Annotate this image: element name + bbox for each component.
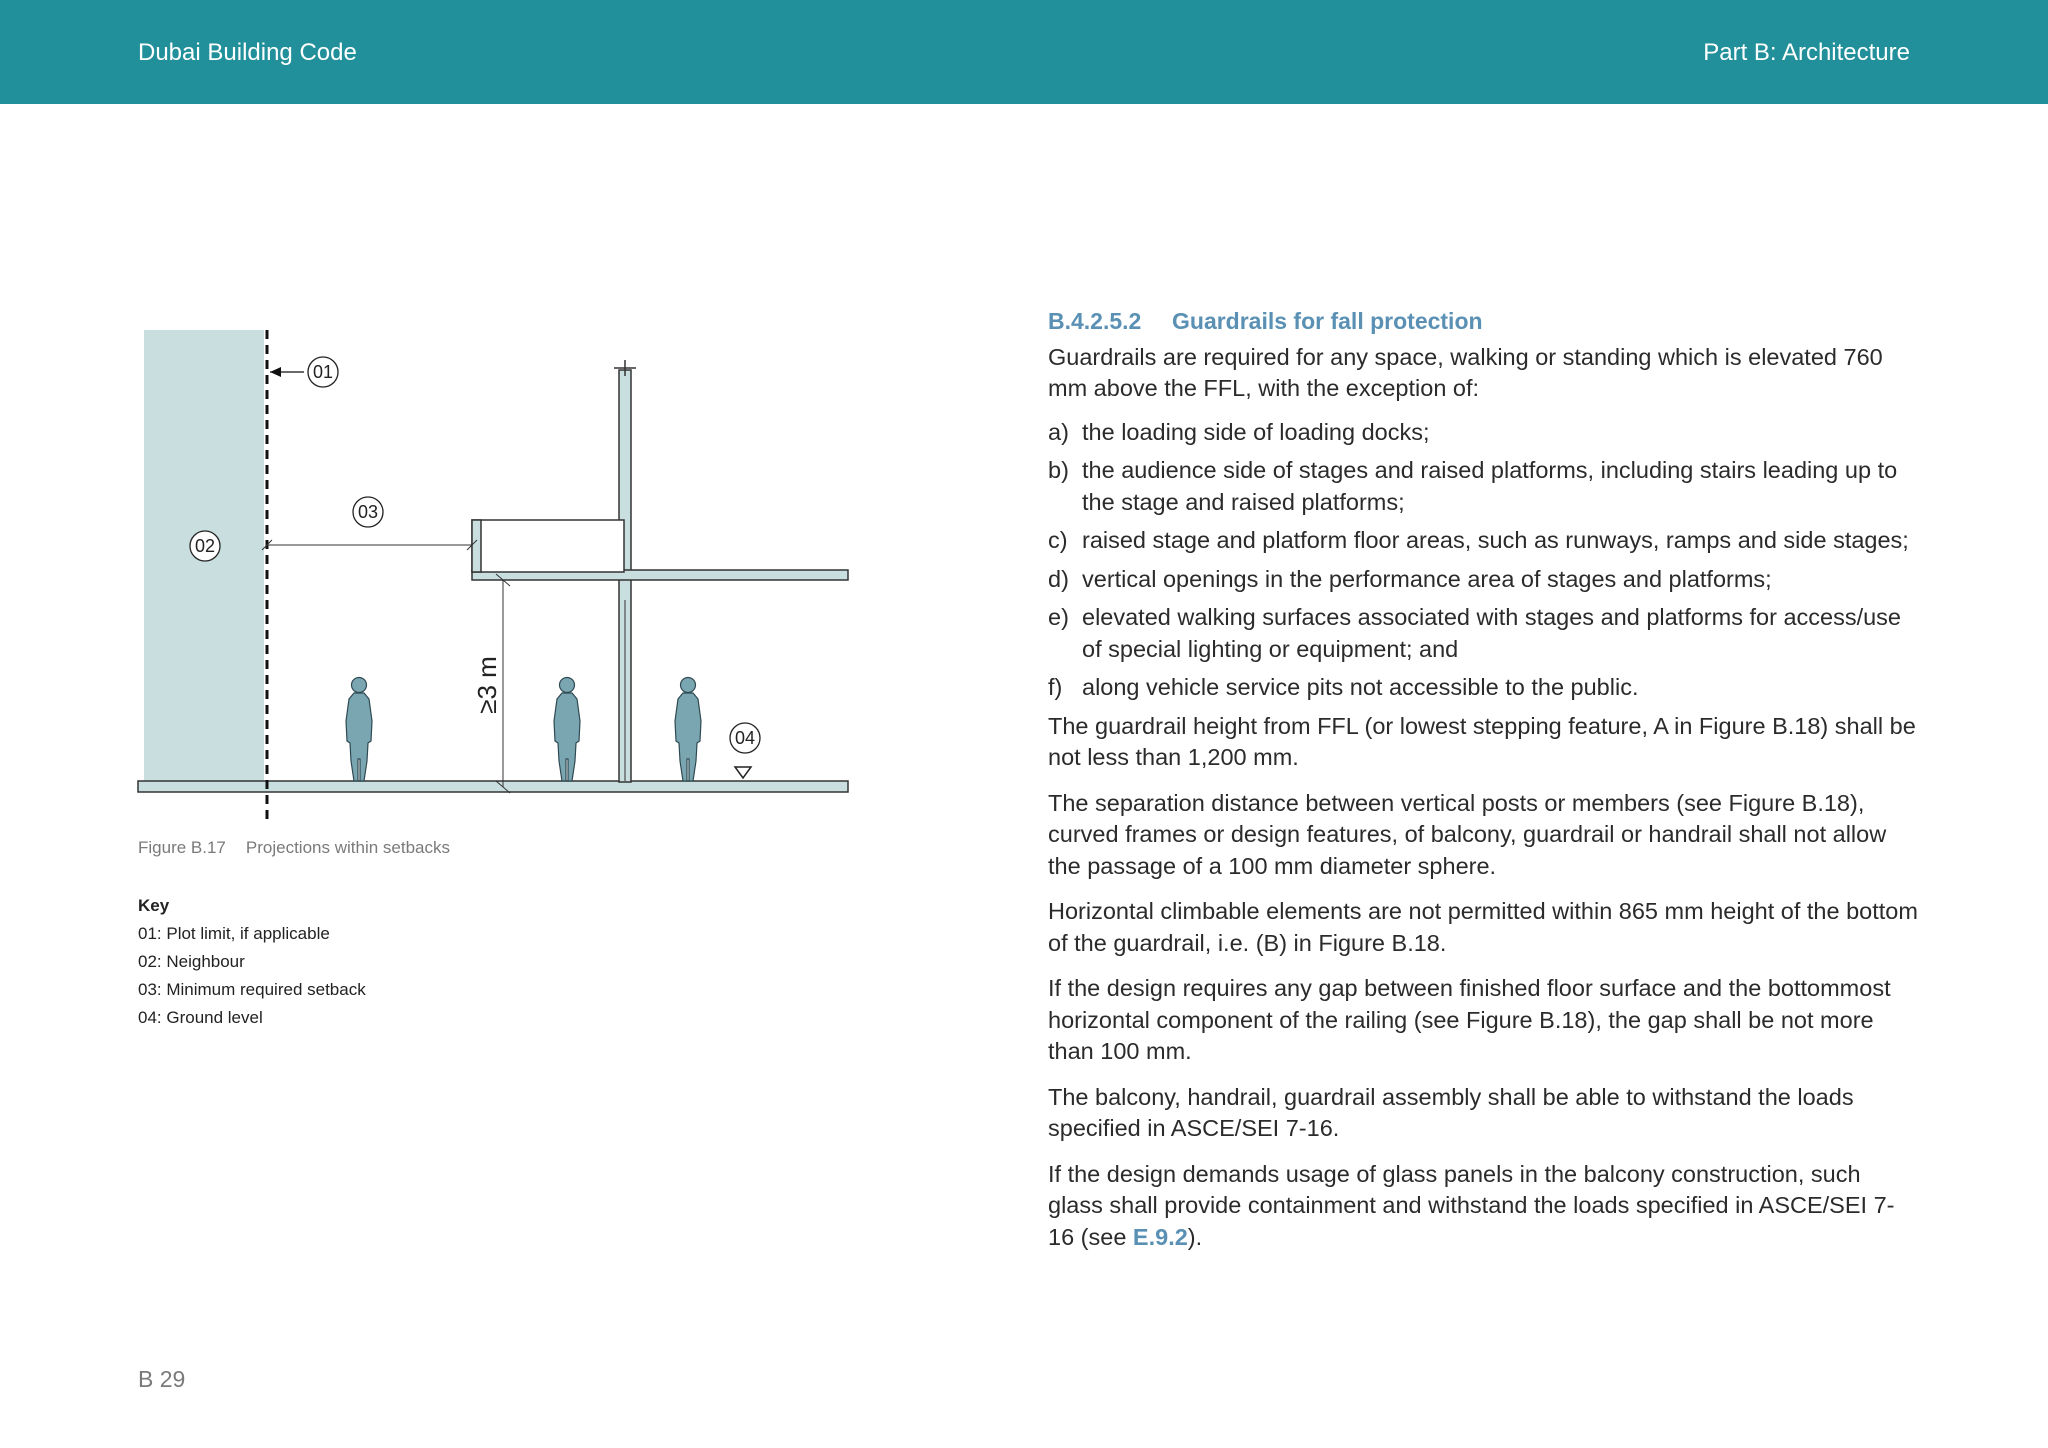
list-text: the audience side of stages and raised platforms, including stairs leading up to the stage and raised platforms; <box>1082 457 1898 515</box>
section-number: B.4.2.5.2 <box>1048 308 1142 334</box>
figure-key <box>138 892 366 1032</box>
exceptions-list <box>1048 417 1918 704</box>
people-silhouettes <box>346 678 701 782</box>
ground-level-marker-icon <box>735 767 751 778</box>
list-text: the loading side of loading docks; <box>1082 418 1430 445</box>
list-text: raised stage and platform floor areas, such as runways, ramps and side stages; <box>1082 527 1909 553</box>
list-item <box>1048 455 1918 518</box>
body-paragraph: If the design requires any gap between finished floor surface and the bottommost horizontal component of the railing (see Figure B.18), the gap shall be not more than 100 mm. <box>1048 975 1891 1064</box>
reference-link[interactable]: E.9.2 <box>1132 1223 1188 1250</box>
list-text: along vehicle service pits not accessible to the public. <box>1082 674 1639 700</box>
callout-03: 03 <box>357 502 379 522</box>
height-label: ≥3 m <box>472 656 502 714</box>
projection-box <box>472 520 624 572</box>
document-title: Dubai Building Code <box>138 39 357 66</box>
callout-02: 02 <box>194 536 216 556</box>
body-paragraph-last <box>1048 1159 1918 1254</box>
list-marker: c) <box>1048 527 1068 553</box>
person-right <box>675 678 701 782</box>
body-paragraph: The guardrail height from FFL (or lowest stepping feature, A in Figure B.18) shall be not less than 1,200 mm. <box>1048 712 1916 770</box>
callout-01: 01 <box>312 362 334 382</box>
setback-figure <box>132 320 860 830</box>
page-number: B 29 <box>138 1366 186 1392</box>
key-title: Key <box>138 896 170 915</box>
list-marker: a) <box>1048 418 1069 445</box>
body-paragraph: The balcony, handrail, guardrail assembly shall be able to withstand the loads specified in ASCE/SEI 7-16. <box>1048 1083 1854 1141</box>
setback-diagram <box>132 320 860 830</box>
list-item <box>1048 525 1918 557</box>
key-item: 03: Minimum required setback <box>138 980 366 999</box>
list-item <box>1048 602 1918 665</box>
list-marker: d) <box>1048 565 1069 592</box>
part-title: Part B: Architecture <box>1703 39 1910 66</box>
figure-number: Figure B.17 <box>138 838 226 857</box>
list-marker: f) <box>1048 674 1063 700</box>
body-paragraph: Horizontal climbable elements are not permitted within 865 mm height of the bottom of the guardrail, i.e. (B) in Figure B.18. <box>1048 898 1918 956</box>
key-item: 02: Neighbour <box>138 952 245 971</box>
page-header <box>0 0 2048 104</box>
key-item: 01: Plot limit, if applicable <box>138 924 330 943</box>
body-paragraph: The separation distance between vertical posts or members (see Figure B.18), curved frames or design features, of balcony, guardrail or handrail shall not allow the passage of a 100 mm diameter sphere. <box>1048 789 1887 879</box>
person-center <box>554 678 580 782</box>
list-text: elevated walking surfaces associated with stages and platforms for access/use of special lighting or equipment; and <box>1082 604 1902 662</box>
figure-caption <box>138 838 450 858</box>
ground-slab <box>138 781 848 792</box>
list-marker: b) <box>1048 457 1069 483</box>
list-item <box>1048 417 1918 449</box>
paragraph-text: If the design demands usage of glass panels in the balcony construction, such glass shall provide containment and withstand the loads specified in ASCE/SEI 7-16 (see <box>1048 1160 1895 1250</box>
list-marker: e) <box>1048 604 1069 630</box>
figure-title: Projections within setbacks <box>245 838 450 857</box>
intro-paragraph: Guardrails are required for any space, walking or standing which is elevated 760 mm above the FFL, with the exception of: <box>1048 343 1883 401</box>
list-text: vertical openings in the performance area of stages and platforms; <box>1082 565 1772 592</box>
section-title: Guardrails for fall protection <box>1172 308 1483 334</box>
list-item <box>1048 672 1918 704</box>
projection-edge <box>472 520 481 572</box>
plot-limit-arrowhead <box>270 367 281 377</box>
key-item: 04: Ground level <box>138 1008 263 1027</box>
section-heading <box>1048 306 1918 338</box>
paragraph-text: ). <box>1187 1223 1203 1250</box>
list-item <box>1048 564 1918 596</box>
section-content <box>1048 306 1918 1267</box>
person-left <box>346 678 372 782</box>
callout-04: 04 <box>734 728 756 748</box>
